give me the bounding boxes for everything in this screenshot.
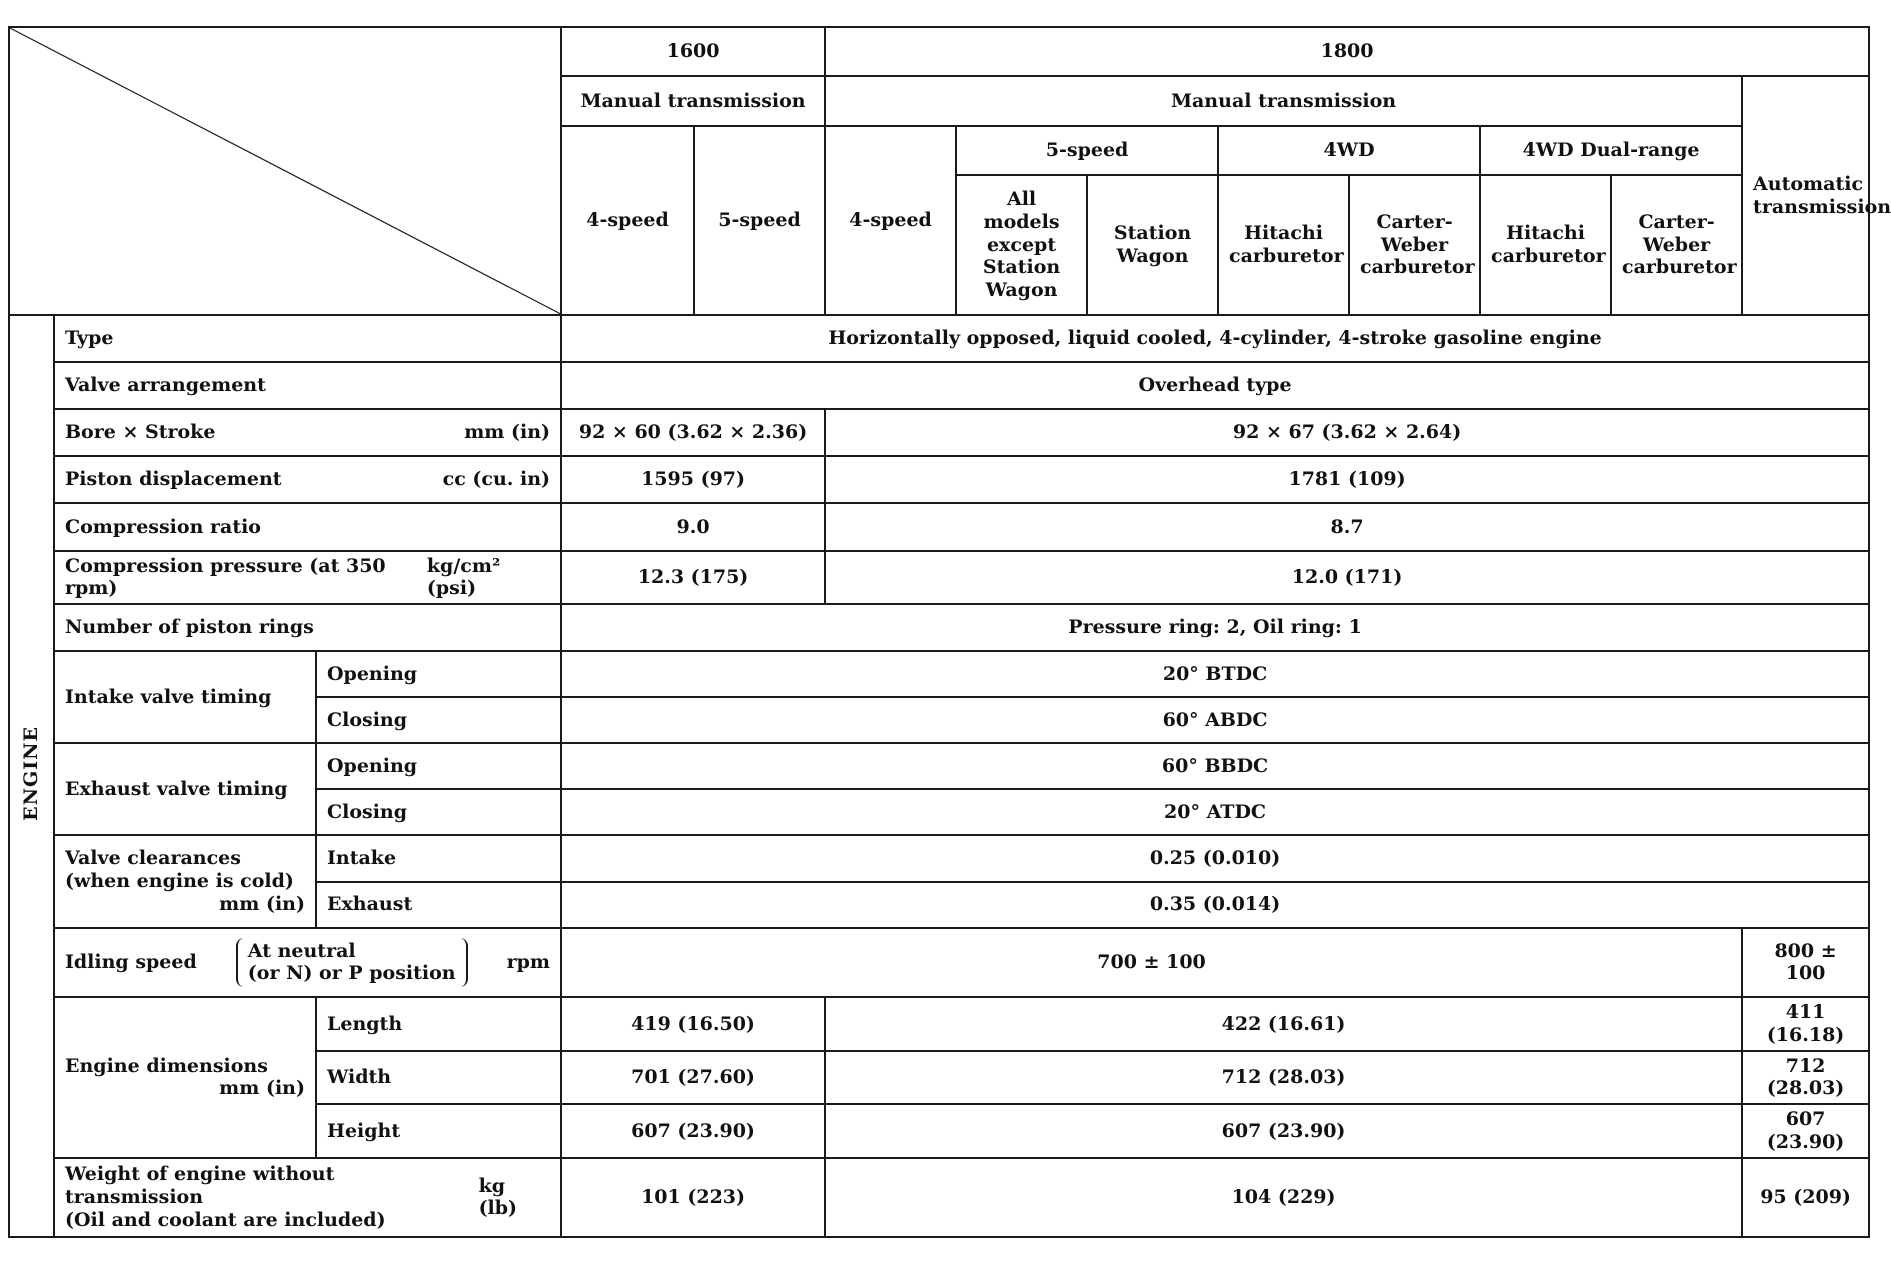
intake-closing-label: Closing bbox=[316, 697, 561, 743]
idling-speed-automatic: 800 ± 100 bbox=[1742, 928, 1869, 998]
weight-automatic: 95 (209) bbox=[1742, 1158, 1869, 1237]
height-1800: 607 (23.90) bbox=[825, 1104, 1742, 1157]
weight-label-line1: Weight of engine without transmission bbox=[65, 1163, 335, 1208]
compression-pressure-unit: kg/cm² (psi) bbox=[426, 554, 501, 600]
length-1800: 422 (16.61) bbox=[825, 997, 1742, 1050]
header-4wd-carter-weber: Carter-Weber carburetor bbox=[1349, 175, 1480, 314]
row-label-intake-valve-timing: Intake valve timing bbox=[54, 651, 316, 743]
compression-ratio-1600: 9.0 bbox=[561, 503, 825, 550]
valve-clearance-intake-label: Intake bbox=[316, 835, 561, 881]
length-automatic: 411 (16.18) bbox=[1742, 997, 1869, 1050]
width-1600: 701 (27.60) bbox=[561, 1051, 825, 1104]
row-value-type: Horizontally opposed, liquid cooled, 4-cylinder, 4-stroke gasoline engine bbox=[561, 315, 1869, 362]
intake-opening-label: Opening bbox=[316, 651, 561, 697]
header-1600-5speed: 5-speed bbox=[694, 126, 825, 315]
row-label-engine-dimensions bbox=[54, 997, 316, 1157]
row-label-weight bbox=[54, 1158, 561, 1237]
row-value-valve-arrangement: Overhead type bbox=[561, 362, 1869, 409]
valve-clearance-intake-value: 0.25 (0.010) bbox=[561, 835, 1869, 881]
header-manual-1800: Manual transmission bbox=[825, 76, 1742, 125]
row-label-valve-clearances bbox=[54, 835, 316, 927]
weight-label-line2: (Oil and coolant are included) bbox=[65, 1208, 386, 1231]
compression-pressure-1800: 12.0 (171) bbox=[825, 551, 1869, 604]
header-4wddr-carter-weber: Carter-Weber carburetor bbox=[1611, 175, 1742, 314]
engine-spec-table bbox=[8, 26, 1891, 1238]
dimension-width-label: Width bbox=[316, 1051, 561, 1104]
exhaust-opening-label: Opening bbox=[316, 743, 561, 789]
bore-stroke-label: Bore × Stroke bbox=[65, 421, 216, 444]
header-automatic: Automatic transmission bbox=[1742, 76, 1869, 314]
exhaust-closing-value: 20° ATDC bbox=[561, 789, 1869, 835]
length-1600: 419 (16.50) bbox=[561, 997, 825, 1050]
header-1600-4speed: 4-speed bbox=[561, 126, 694, 315]
row-label-exhaust-valve-timing: Exhaust valve timing bbox=[54, 743, 316, 835]
compression-pressure-1600: 12.3 (175) bbox=[561, 551, 825, 604]
width-1800: 712 (28.03) bbox=[825, 1051, 1742, 1104]
idling-speed-manual: 700 ± 100 bbox=[561, 928, 1742, 998]
weight-1800: 104 (229) bbox=[825, 1158, 1742, 1237]
weight-unit: kg (lb) bbox=[478, 1174, 518, 1220]
compression-pressure-label: Compression pressure (at 350 rpm) bbox=[65, 554, 386, 600]
height-automatic: 607 (23.90) bbox=[1742, 1104, 1869, 1157]
piston-displacement-1800: 1781 (109) bbox=[825, 456, 1869, 503]
idling-condition-line1: At neutral bbox=[247, 939, 356, 962]
header-corner-cell bbox=[9, 27, 561, 315]
exhaust-closing-label: Closing bbox=[316, 789, 561, 835]
weight-1600: 101 (223) bbox=[561, 1158, 825, 1237]
header-manual-1600: Manual transmission bbox=[561, 76, 825, 125]
header-5speed-all-except-sw: All models except Station Wagon bbox=[956, 175, 1087, 314]
row-label-valve-arrangement: Valve arrangement bbox=[54, 362, 561, 409]
row-label-piston-displacement bbox=[54, 456, 561, 503]
piston-displacement-1600: 1595 (97) bbox=[561, 456, 825, 503]
row-label-type: Type bbox=[54, 315, 561, 362]
row-label-idling-speed bbox=[54, 928, 561, 998]
idling-condition-line2: (or N) or P position bbox=[247, 962, 456, 985]
header-5speed-station-wagon: Station Wagon bbox=[1087, 175, 1218, 314]
intake-closing-value: 60° ABDC bbox=[561, 697, 1869, 743]
bore-stroke-unit: mm (in) bbox=[464, 421, 551, 444]
idling-speed-condition bbox=[236, 938, 468, 988]
piston-displacement-label: Piston displacement bbox=[65, 468, 282, 491]
compression-ratio-1800: 8.7 bbox=[825, 503, 1869, 550]
header-1600: 1600 bbox=[561, 27, 825, 76]
height-1600: 607 (23.90) bbox=[561, 1104, 825, 1157]
header-4wd-hitachi: Hitachi carburetor bbox=[1218, 175, 1349, 314]
valve-clearance-exhaust-value: 0.35 (0.014) bbox=[561, 882, 1869, 928]
valve-clearance-exhaust-label: Exhaust bbox=[316, 882, 561, 928]
exhaust-opening-value: 60° BBDC bbox=[561, 743, 1869, 789]
width-automatic: 712 (28.03) bbox=[1742, 1051, 1869, 1104]
valve-clearances-line2: (when engine is cold) bbox=[65, 870, 294, 893]
row-label-bore-stroke bbox=[54, 409, 561, 456]
header-5speed-group: 5-speed bbox=[956, 126, 1218, 175]
bore-stroke-1800: 92 × 67 (3.62 × 2.64) bbox=[825, 409, 1869, 456]
section-label-engine bbox=[9, 315, 54, 1237]
bore-stroke-1600: 92 × 60 (3.62 × 2.36) bbox=[561, 409, 825, 456]
engine-dimensions-unit: mm (in) bbox=[219, 1077, 305, 1100]
row-value-piston-rings: Pressure ring: 2, Oil ring: 1 bbox=[561, 604, 1869, 651]
dimension-height-label: Height bbox=[316, 1104, 561, 1157]
dimension-length-label: Length bbox=[316, 997, 561, 1050]
idling-speed-unit: rpm bbox=[506, 951, 551, 974]
header-4wd-group: 4WD bbox=[1218, 126, 1480, 175]
valve-clearances-unit: mm (in) bbox=[219, 892, 305, 915]
intake-opening-value: 20° BTDC bbox=[561, 651, 1869, 697]
header-1800: 1800 bbox=[825, 27, 1869, 76]
header-4wddr-hitachi: Hitachi carburetor bbox=[1480, 175, 1611, 314]
idling-speed-label: Idling speed bbox=[65, 951, 197, 974]
piston-displacement-unit: cc (cu. in) bbox=[442, 468, 551, 491]
header-4wd-dual-group: 4WD Dual-range bbox=[1480, 126, 1742, 175]
section-label-text: ENGINE bbox=[20, 725, 43, 821]
row-label-compression-ratio: Compression ratio bbox=[54, 503, 561, 550]
valve-clearances-line1: Valve clearances bbox=[65, 847, 241, 870]
header-1800-4speed: 4-speed bbox=[825, 126, 956, 315]
engine-dimensions-label: Engine dimensions bbox=[65, 1054, 268, 1077]
row-label-compression-pressure bbox=[54, 551, 561, 604]
row-label-piston-rings: Number of piston rings bbox=[54, 604, 561, 651]
diagonal-line bbox=[10, 28, 560, 314]
